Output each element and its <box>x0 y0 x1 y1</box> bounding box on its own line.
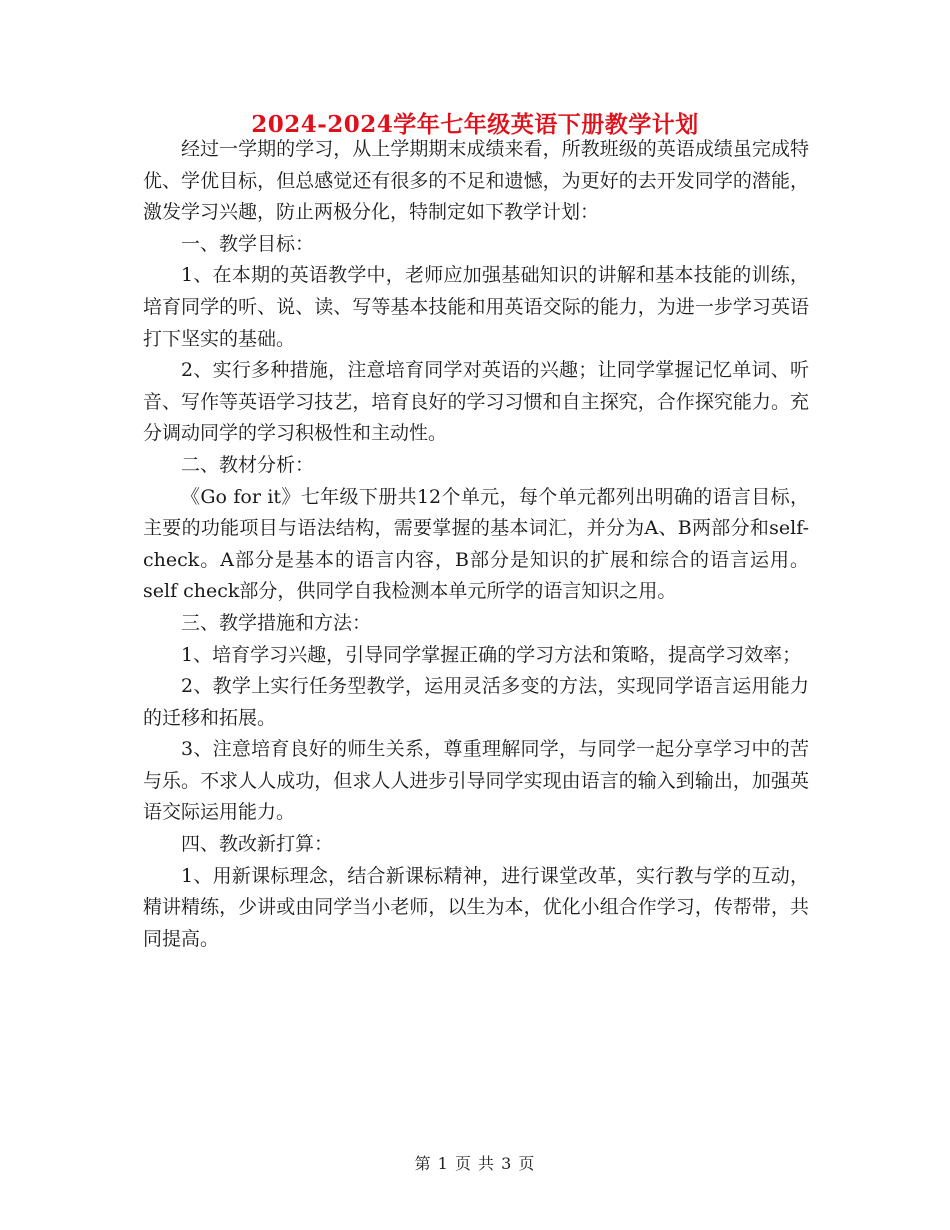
reform-item-1: 1、用新课标理念，结合新课标精神，进行课堂改革，实行教与学的互动，精讲精练，少讲或由同学当小老师，以生为本，优化小组合作学习，传帮带，共同提高。 <box>143 864 809 950</box>
goal-item-2: 2、实行多种措施，注意培育同学对英语的兴趣；让同学掌握记忆单词、听音、写作等英语学习技艺，培育良好的学习习惯和自主探究，合作探究能力。充分调动同学的学习积极性和主动性。 <box>143 359 809 445</box>
page-footer: 第 1 页 共 3 页 <box>414 1154 536 1173</box>
section-heading-textbook-analysis: 二、教材分析： <box>181 453 315 476</box>
method-item-1: 1、培育学习兴趣，引导同学掌握正确的学习方法和策略，提高学习效率； <box>181 643 802 666</box>
section-heading-reform-plans: 四、教改新打算： <box>181 833 334 856</box>
document-body <box>143 134 809 955</box>
goal-item-1: 1、在本期的英语教学中，老师应加强基础知识的讲解和基本技能的训练，培育同学的听、说、读、写等基本技能和用英语交际的能力，为进一步学习英语打下坚实的基础。 <box>143 264 809 350</box>
section-heading-methods: 三、教学措施和方法： <box>181 611 372 634</box>
method-item-3: 3、注意培育良好的师生关系，尊重理解同学，与同学一起分享学习中的苦与乐。不求人人成功，但求人人进步引导同学实现由语言的输入到输出，加强英语交际运用能力。 <box>143 738 809 824</box>
document-title: 2024-2024学年七年级英语下册教学计划 <box>251 111 699 138</box>
intro-paragraph: 经过一学期的学习，从上学期期末成绩来看，所教班级的英语成绩虽完成特优、学优目标，但总感觉还有很多的不足和遗憾，为更好的去开发同学的潜能，激发学习兴趣，防止两极分化，特制定如下教学计划： <box>143 138 809 224</box>
method-item-2: 2、教学上实行任务型教学，运用灵活多变的方法，实现同学语言运用能力的迁移和拓展。 <box>143 675 809 729</box>
section-heading-teaching-goals: 一、教学目标： <box>181 232 315 255</box>
textbook-analysis-paragraph: 《Go for it》七年级下册共12个单元，每个单元都列出明确的语言目标，主要的功能项目与语法结构，需要掌握的基本词汇，并分为A、B两部分和self-check。A部分是基本的语言内容，B部分是知识的扩展和综合的语言运用。self check部分，供同学自我检测本单元所学的语言知识之用。 <box>143 485 809 603</box>
